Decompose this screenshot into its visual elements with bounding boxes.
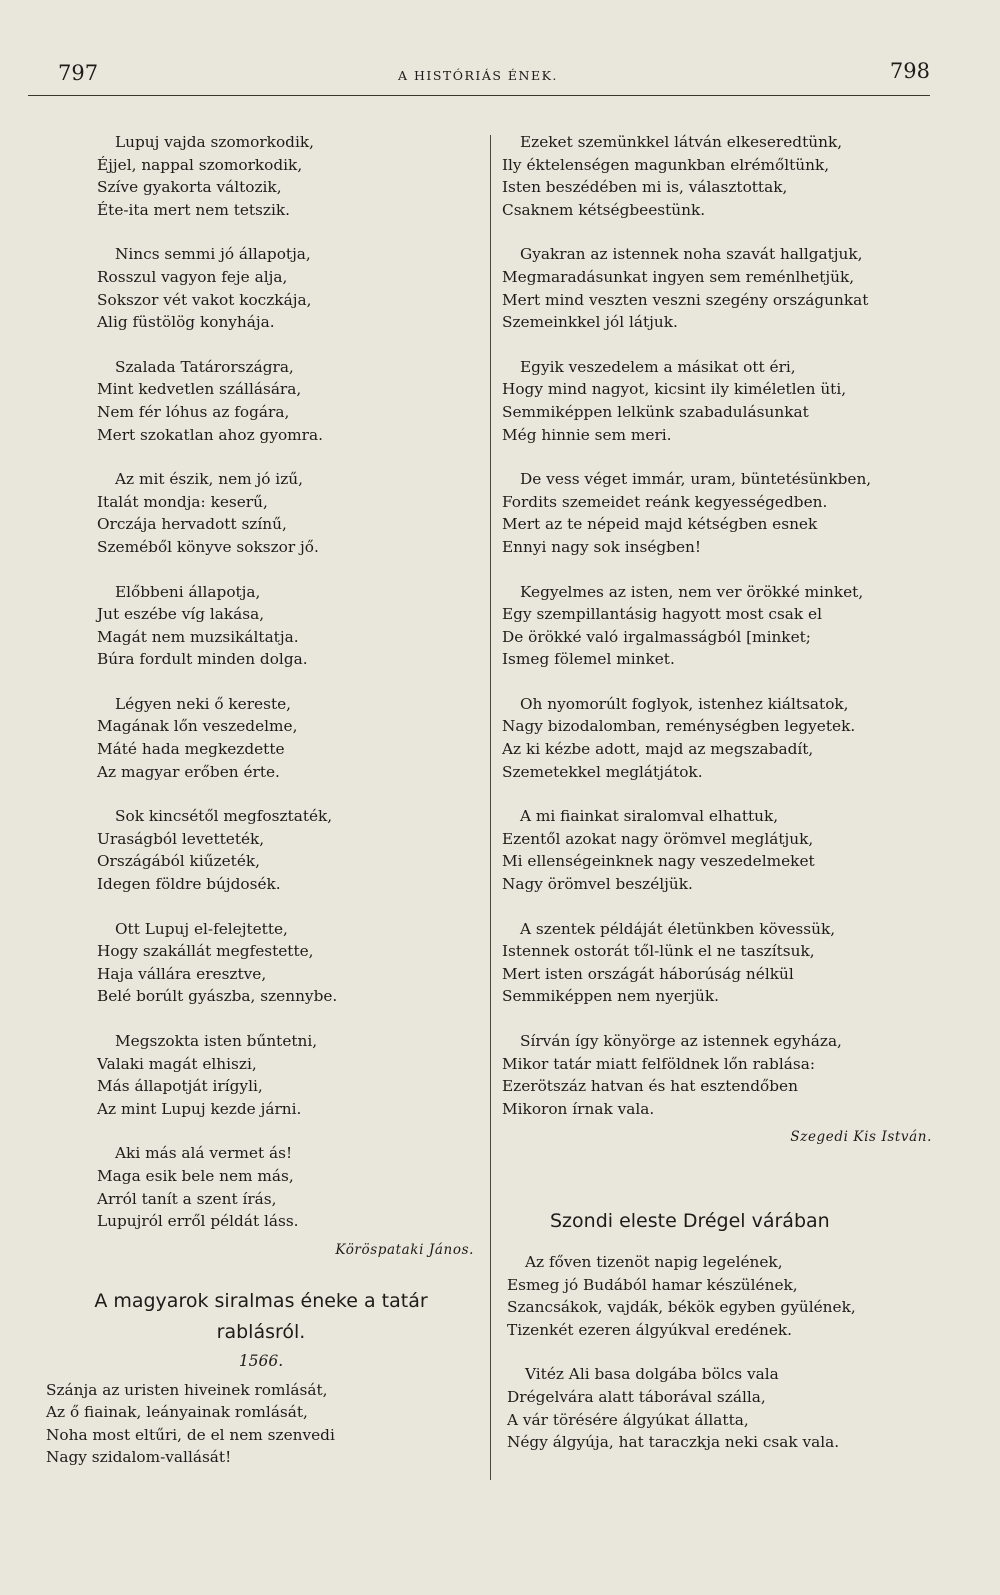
- verse-line: Italát mondja: keserű,: [97, 492, 268, 511]
- verse-line: Vitéz Ali basa dolgába bölcs vala: [525, 1365, 779, 1384]
- verse-line: Belé borúlt gyászba, szennybe.: [97, 987, 338, 1006]
- verse-line: Rosszul vagyon feje alja,: [97, 267, 288, 286]
- verse-line: Ezentől azokat nagy örömvel meglátjuk,: [502, 829, 814, 848]
- verse-line: Nagy örömvel beszéljük.: [502, 875, 693, 894]
- verse-line: Egyik veszedelem a másikat ott éri,: [520, 357, 796, 376]
- verse-line: De örökké való irgalmasságból [minket;: [502, 627, 811, 646]
- second-poem-title-line1: A magyarok siralmas éneke a tatár: [94, 1290, 428, 1312]
- verse-line: Mint kedvetlen szállására,: [97, 380, 302, 399]
- verse-line: Mert az te népeid majd kétségben esnek: [502, 515, 818, 534]
- verse-line: Isten beszédében mi is, választottak,: [502, 178, 788, 197]
- verse-line: Ismeg fölemel minket.: [502, 650, 675, 669]
- stanza: [502, 356, 932, 446]
- left-column: [97, 131, 482, 1261]
- verse-line: Kegyelmes az isten, nem ver örökké minket,: [520, 582, 864, 601]
- second-poem-title-line2: rablásról.: [216, 1321, 306, 1343]
- verse-line: Jut eszébe víg lakása,: [97, 605, 265, 624]
- verse-line: Éte-ita mert nem tetszik.: [97, 200, 290, 219]
- stanza: [97, 581, 482, 671]
- stanza: [502, 1030, 932, 1120]
- verse-line: Még hinnie sem meri.: [502, 425, 672, 444]
- poem-signature: Szegedi Kis István.: [790, 1129, 932, 1146]
- verse-line: Maga esik bele nem más,: [97, 1166, 294, 1185]
- verse-line: Semmiképpen nem nyerjük.: [502, 987, 719, 1006]
- stanza: [97, 243, 482, 333]
- second-poem-year: 1566.: [238, 1352, 284, 1370]
- verse-line: Lupuj vajda szomorkodik,: [115, 133, 314, 151]
- verse-line: Szancsákok, vajdák, békök egyben gyülének,: [507, 1298, 856, 1317]
- verse-line: Gyakran az istennek noha szavát hallgatjuk,: [520, 245, 863, 264]
- third-poem-title: Szondi eleste Drégel várában: [550, 1210, 830, 1232]
- verse-line: Egy szempillantásig hagyott most csak el: [502, 605, 822, 624]
- second-poem-start: [46, 1286, 476, 1491]
- verse-line: Lupujról erről példát láss.: [97, 1212, 299, 1231]
- stanza: [97, 693, 482, 783]
- verse-line: Fordits szemeidet reánk kegyességedben.: [502, 492, 828, 511]
- stanza: [502, 805, 932, 895]
- stanza: [46, 1379, 476, 1469]
- verse-line: Légyen neki ő kereste,: [115, 694, 292, 713]
- stanza: [97, 918, 482, 1008]
- verse-line: Az mint Lupuj kezde járni.: [97, 1099, 302, 1118]
- verse-line: Hogy szakállát megfestette,: [97, 942, 314, 961]
- verse-line: Szemeinkkel jól látjuk.: [502, 313, 678, 332]
- verse-line: Oh nyomorúlt foglyok, istenhez kiáltsatok,: [520, 694, 849, 713]
- verse-line: Nagy szidalom-vallását!: [46, 1448, 232, 1467]
- verse-line: A mi fiainkat siralomval elhattuk,: [520, 807, 779, 826]
- third-poem: [502, 1206, 932, 1476]
- verse-line: Alig füstölög konyhája.: [97, 313, 275, 332]
- stanza: [97, 805, 482, 895]
- verse-line: Előbbeni állapotja,: [115, 582, 261, 601]
- stanza: [97, 356, 482, 446]
- verse-line: Az magyar erőben érte.: [97, 762, 280, 781]
- verse-line: Istennek ostorát től-lünk el ne taszítsuk,: [502, 942, 815, 961]
- stanza: [502, 581, 932, 671]
- verse-line: Uraságból levetteték,: [97, 829, 265, 848]
- second-poem-left-stanzas: [46, 1379, 476, 1469]
- page-number-left: 797: [58, 61, 99, 85]
- verse-line: Ott Lupuj el-felejtette,: [115, 919, 288, 938]
- verse-line: Sokszor vét vakot koczkája,: [97, 290, 312, 309]
- verse-line: Sírván így könyörge az istennek egyháza,: [520, 1032, 842, 1050]
- stanza: [507, 1363, 932, 1453]
- verse-line: Búra fordult minden dolga.: [97, 650, 308, 669]
- page-number-right: 798: [889, 59, 930, 83]
- poem-signature: Köröspataki János.: [335, 1241, 474, 1258]
- verse-line: Nincs semmi jó állapotja,: [115, 245, 311, 264]
- verse-line: Országából kiűzeték,: [97, 852, 261, 871]
- verse-line: A szentek példáját életünkben kövessük,: [520, 919, 836, 938]
- verse-line: Az ő fiainak, leányainak romlását,: [46, 1403, 308, 1422]
- stanza: [97, 1030, 482, 1120]
- column-divider: [490, 135, 491, 1480]
- verse-line: Arról tanít a szent írás,: [97, 1189, 277, 1208]
- verse-line: Mikoron írnak vala.: [502, 1099, 655, 1118]
- verse-line: Mert szokatlan ahoz gyomra.: [97, 425, 323, 444]
- verse-line: Az ki kézbe adott, majd az megszabadít,: [502, 740, 814, 759]
- verse-line: Hogy mind nagyot, kicsint ily kiméletlen üti,: [502, 380, 847, 399]
- verse-line: Más állapotját irígyli,: [97, 1077, 263, 1096]
- verse-line: Szíve gyakorta változik,: [97, 178, 282, 197]
- verse-line: Megszokta isten bűntetni,: [115, 1032, 318, 1050]
- stanza: [97, 1142, 482, 1232]
- verse-line: Esmeg jó Budából hamar készülének,: [507, 1275, 798, 1294]
- verse-line: Csaknem kétségbeestünk.: [502, 200, 706, 219]
- verse-line: Ennyi nagy sok inségben!: [502, 537, 702, 556]
- verse-line: A vár törésére álgyúkat állatta,: [507, 1410, 749, 1429]
- verse-line: Máté hada megkezdette: [97, 740, 285, 759]
- verse-line: Négy álgyúja, hat taraczkja neki csak vala.: [507, 1433, 840, 1452]
- verse-line: Szalada Tatárországra,: [115, 357, 294, 376]
- stanza: [502, 131, 932, 221]
- running-title: A HISTÓRIÁS ÉNEK.: [398, 68, 558, 83]
- verse-line: Noha most eltűri, de el nem szenvedi: [46, 1425, 335, 1444]
- verse-line: Szeméből könyve sokszor jő.: [97, 537, 319, 556]
- verse-line: De vess véget immár, uram, büntetésünkben,: [520, 470, 872, 489]
- right-column: [502, 131, 932, 1149]
- verse-line: Szánja az uristen hiveinek romlását,: [46, 1380, 328, 1399]
- verse-line: Semmiképpen lelkünk szabadulásunkat: [502, 402, 809, 421]
- verse-line: Az mit észik, nem jó izű,: [115, 470, 303, 489]
- verse-line: Aki más alá vermet ás!: [115, 1144, 293, 1163]
- stanza: [502, 693, 932, 783]
- verse-line: Ily éktelenségen magunkban elrémőltünk,: [502, 155, 830, 174]
- verse-line: Haja vállára eresztve,: [97, 964, 267, 983]
- verse-line: Drégelvára alatt táborával szálla,: [507, 1387, 766, 1406]
- stanza: [97, 131, 482, 221]
- verse-line: Ezerötszáz hatvan és hat esztendőben: [502, 1077, 798, 1096]
- verse-line: Magának lőn veszedelme,: [97, 717, 298, 736]
- verse-line: Mi ellenségeinknek nagy veszedelmeket: [502, 852, 815, 871]
- page-header: [28, 55, 930, 96]
- verse-line: Az főven tizenöt napig legelének,: [525, 1253, 783, 1271]
- stanza: [502, 243, 932, 333]
- stanza: [507, 1251, 932, 1341]
- stanza: [502, 468, 932, 558]
- verse-line: Mikor tatár miatt felföldnek lőn rablása:: [502, 1054, 815, 1073]
- verse-line: Idegen földre bújdosék.: [97, 875, 281, 894]
- verse-line: Tizenkét ezeren álgyúkval eredének.: [507, 1320, 793, 1339]
- stanza: [97, 468, 482, 558]
- verse-line: Mert mind veszten veszni szegény országunkat: [502, 290, 869, 309]
- verse-line: Magát nem muzsikáltatja.: [97, 627, 299, 646]
- third-poem-stanzas: [502, 1251, 932, 1454]
- verse-line: Nagy bizodalomban, reménységben legyetek.: [502, 717, 856, 736]
- verse-line: Ezeket szemünkkel látván elkeseredtünk,: [520, 133, 843, 151]
- stanza: [502, 918, 932, 1008]
- verse-line: Mert isten országát háborúság nélkül: [502, 964, 794, 983]
- verse-line: Szemetekkel meglátjátok.: [502, 762, 703, 781]
- verse-line: Éjjel, nappal szomorkodik,: [97, 155, 303, 174]
- verse-line: Megmaradásunkat ingyen sem reménlhetjük,: [502, 267, 855, 286]
- verse-line: Valaki magát elhiszi,: [97, 1054, 257, 1073]
- verse-line: Orczája hervadott színű,: [97, 515, 287, 534]
- verse-line: Sok kincsétől megfosztaték,: [115, 807, 333, 826]
- verse-line: Nem fér lóhus az fogára,: [97, 402, 290, 421]
